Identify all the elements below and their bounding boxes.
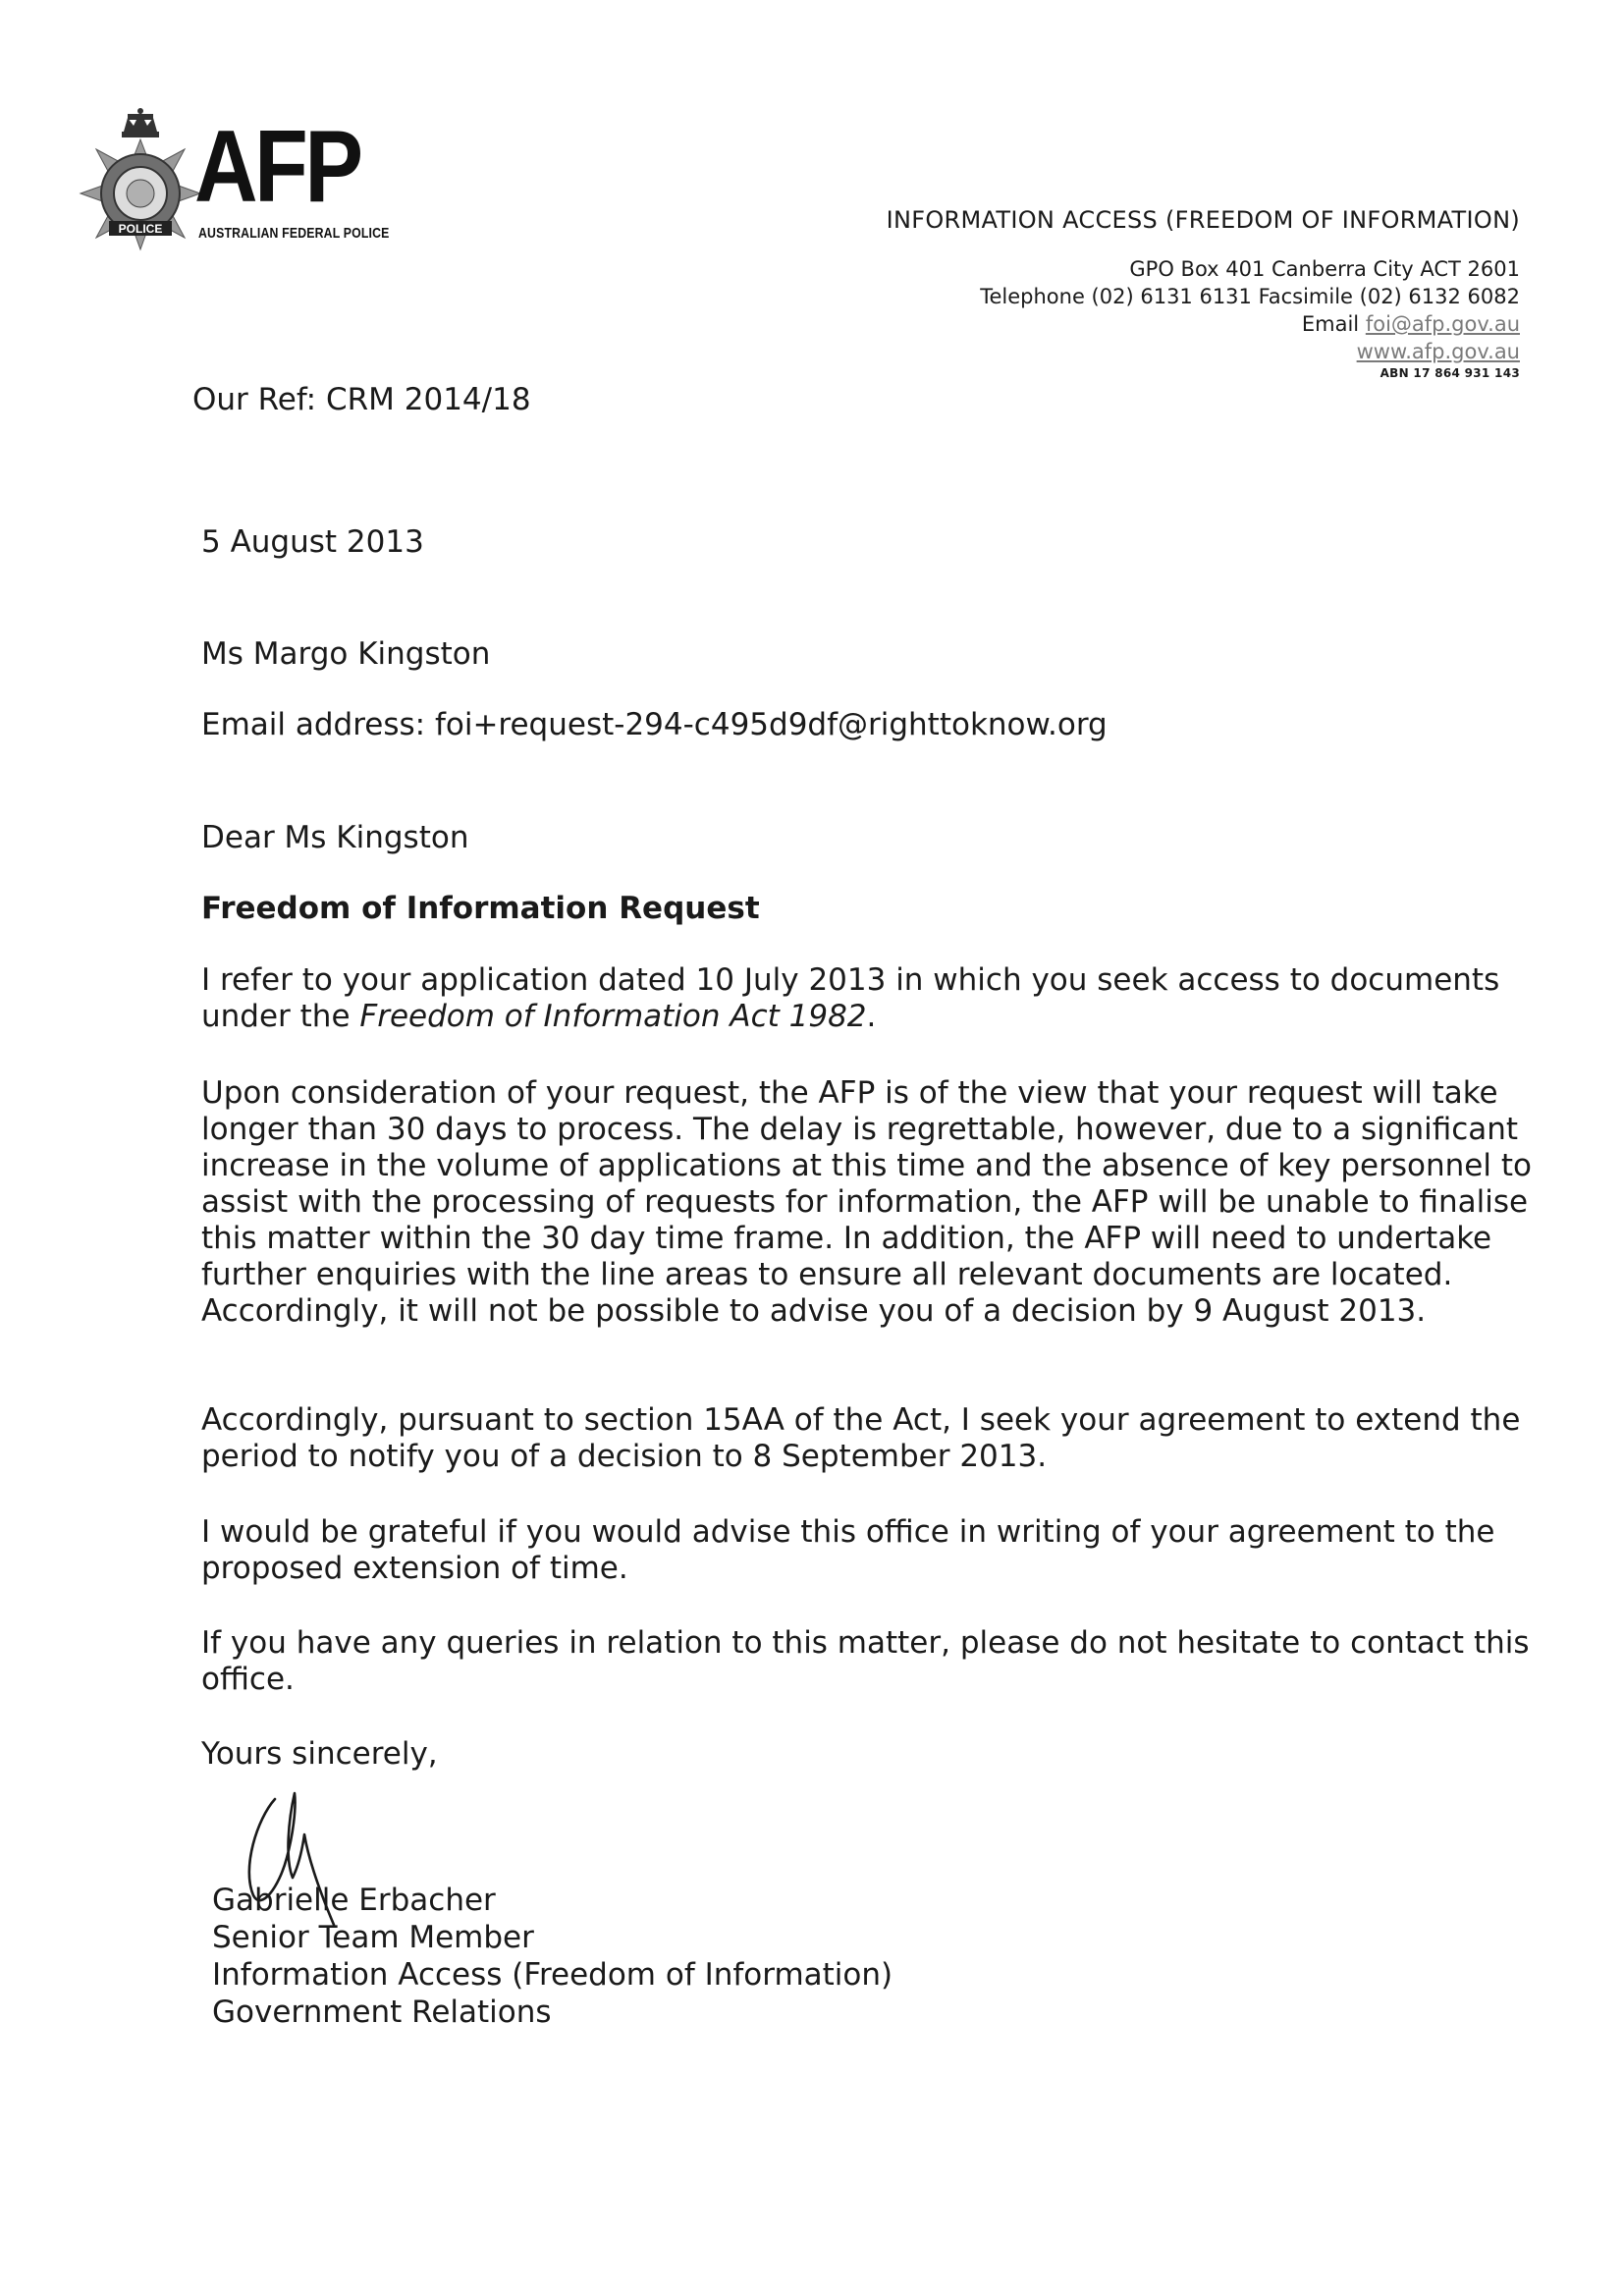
paragraph-3: Accordingly, pursuant to section 15AA of the Act, I seek your agreement to extend the period to notify you of a decision to 8 September 2013.	[201, 1402, 1521, 1474]
email-label: Email	[1301, 312, 1360, 336]
paragraph-1: I refer to your application dated 10 July 2013 in which you seek access to documents under the Freedom of Information Act 1982.	[201, 962, 1500, 1034]
afp-wordmark: AFP	[194, 110, 360, 224]
closing: Yours sincerely,	[201, 1736, 438, 1772]
our-reference: Our Ref: CRM 2014/18	[192, 382, 531, 417]
paragraph-5: If you have any queries in relation to this matter, please do not hesitate to contact this office.	[201, 1625, 1530, 1697]
signer-title: Senior Team Member	[212, 1920, 534, 1955]
signer-name: Gabrielle Erbacher	[212, 1883, 496, 1918]
addressee-email: Email address: foi+request-294-c495d9df@righttoknow.org	[201, 707, 1108, 742]
afp-badge-logo	[77, 106, 204, 253]
act-title: Freedom of Information Act 1982	[359, 999, 867, 1034]
signer-division: Government Relations	[212, 1995, 552, 2030]
paragraph-2: Upon consideration of your request, the AFP is of the view that your request will take longer than 30 days to process. The delay is regrettable, however, due to a significant increase in the volume of applications at this time and the absence of key personnel to assist with the processing of requests for information, the AFP will be unable to finalise this matter within the 30 day time frame. In addition, the AFP will need to undertake further enquiries with the line areas to ensure all relevant documents are located. Accordingly, it will not be possible to advise you of a decision by 9 August 2013.	[201, 1075, 1532, 1329]
letter-date: 5 August 2013	[201, 524, 424, 560]
signer-block	[212, 1882, 893, 2031]
email-link[interactable]: foi@afp.gov.au	[1365, 312, 1520, 336]
signer-unit: Information Access (Freedom of Information)	[212, 1957, 893, 1993]
salutation: Dear Ms Kingston	[201, 820, 469, 855]
abn-number: ABN 17 864 931 143	[1380, 366, 1520, 380]
svg-text:POLICE: POLICE	[118, 222, 163, 236]
website-link[interactable]: www.afp.gov.au	[1356, 340, 1520, 363]
email-line	[980, 310, 1520, 338]
phone-fax-line: Telephone (02) 6131 6131 Facsimile (02) 6132 6082	[980, 285, 1520, 308]
addressee-name: Ms Margo Kingston	[201, 636, 491, 672]
department-title: INFORMATION ACCESS (FREEDOM OF INFORMATION)	[886, 206, 1520, 234]
contact-block	[980, 255, 1520, 381]
postal-address: GPO Box 401 Canberra City ACT 2601	[1129, 257, 1520, 281]
paragraph-4: I would be grateful if you would advise this office in writing of your agreement to the proposed extension of time.	[201, 1514, 1495, 1586]
subject-heading: Freedom of Information Request	[201, 891, 760, 926]
afp-subtitle: AUSTRALIAN FEDERAL POLICE	[198, 225, 390, 242]
